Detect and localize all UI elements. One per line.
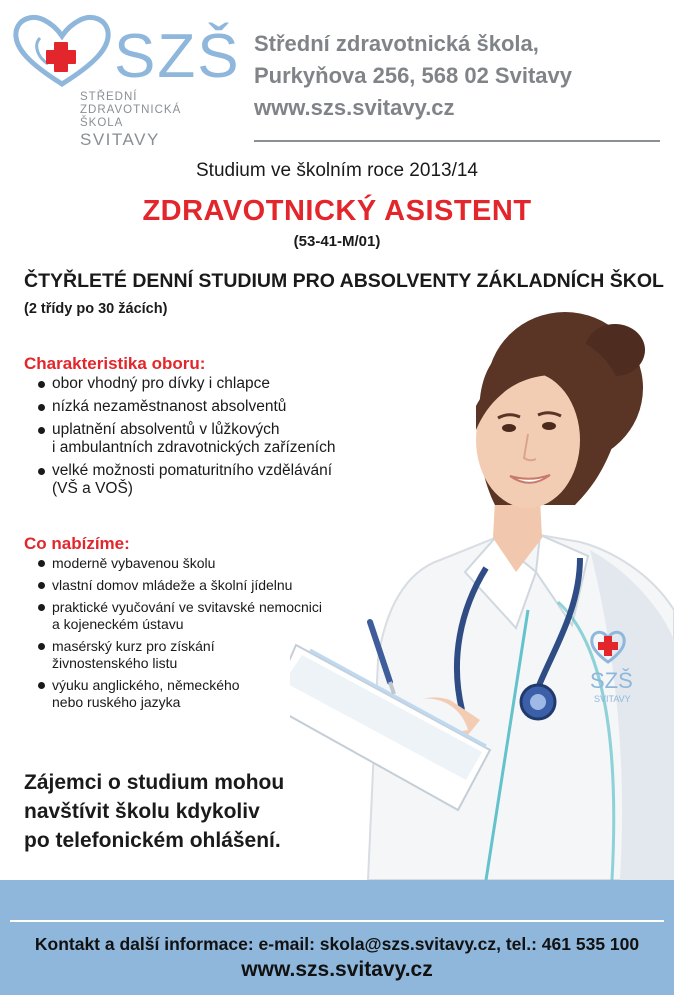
- list-item-text: uplatnění absolventů v lůžkových: [52, 421, 280, 438]
- list-item-text: nízká nezaměstnanost absolventů: [52, 398, 287, 415]
- school-street-address: Purkyňova 256, 568 02 Svitavy: [254, 63, 572, 88]
- list-item: [36, 375, 396, 393]
- list-item-text: živnostenského listu: [52, 655, 178, 671]
- list-item-text: a kojeneckém ústavu: [52, 616, 184, 632]
- class-info: (2 třídy po 30 žácích): [24, 301, 168, 317]
- list-item-text: (VŠ a VOŠ): [52, 480, 133, 497]
- school-name: Střední zdravotnická škola,: [254, 31, 539, 56]
- list-item-text: nebo ruského jazyka: [52, 694, 181, 710]
- list-item-text: velké možnosti pomaturitního vzdělávání: [52, 462, 333, 479]
- list-item-text: praktické vyučování ve svitavské nemocnici: [52, 599, 322, 615]
- list-item: [36, 638, 366, 672]
- logo-text-line: STŘEDNÍ: [80, 91, 138, 103]
- sleeve-badge-town: SVITAVY: [594, 694, 631, 704]
- list-item-text: masérský kurz pro získání: [52, 638, 215, 654]
- offer-heading: Co nabízíme:: [24, 534, 130, 553]
- list-item-text: výuku anglického, německého: [52, 677, 240, 693]
- offer-list: [36, 555, 366, 716]
- logo-abbreviation: SZŠ: [114, 22, 241, 91]
- footer-divider: [10, 920, 664, 922]
- header-website-link[interactable]: www.szs.svitavy.cz: [254, 95, 455, 120]
- list-item-text: obor vhodný pro dívky i chlapce: [52, 375, 270, 392]
- list-item-text: i ambulantních zdravotnických zařízeních: [52, 439, 336, 456]
- school-logo: [10, 12, 240, 152]
- list-item-text: vlastní domov mládeže a školní jídelnu: [52, 577, 293, 593]
- study-type-heading: ČTYŘLETÉ DENNÍ STUDIUM PRO ABSOLVENTY ZÁKLADNÍCH ŠKOL: [24, 270, 664, 292]
- heart-cross-icon: [10, 12, 120, 92]
- list-item: [36, 421, 396, 457]
- list-item: [36, 555, 366, 572]
- cta-line: Zájemci o studium mohou: [24, 771, 285, 794]
- list-item: [36, 462, 396, 498]
- school-address-block: [254, 28, 572, 124]
- logo-text-line: ŠKOLA: [80, 117, 124, 129]
- program-code: (53-41-M/01): [293, 233, 381, 250]
- footer-website-link[interactable]: www.szs.svitavy.cz: [241, 958, 433, 981]
- cta-line: navštívit školu kdykoliv: [24, 800, 260, 823]
- logo-text-town: SVITAVY: [80, 130, 160, 149]
- footer-bar: [0, 880, 674, 995]
- call-to-action: [24, 768, 284, 855]
- characteristics-list: [36, 375, 396, 503]
- characteristics-heading: Charakteristika oboru:: [24, 354, 206, 373]
- list-item: [36, 398, 396, 416]
- list-item: [36, 677, 366, 711]
- header-divider: [254, 140, 660, 142]
- program-title: ZDRAVOTNICKÝ ASISTENT: [142, 195, 532, 227]
- school-year: Studium ve školním roce 2013/14: [196, 160, 478, 181]
- logo-text-line: ZDRAVOTNICKÁ: [80, 104, 182, 116]
- contact-info: Kontakt a další informace: e-mail: skola@szs.svitavy.cz, tel.: 461 535 100: [34, 934, 640, 954]
- list-item: [36, 577, 366, 594]
- list-item-text: moderně vybavenou školu: [52, 555, 216, 571]
- sleeve-badge-abbr: SZŠ: [590, 668, 633, 693]
- cta-line: po telefonickém ohlášení.: [24, 829, 281, 852]
- list-item: [36, 599, 366, 633]
